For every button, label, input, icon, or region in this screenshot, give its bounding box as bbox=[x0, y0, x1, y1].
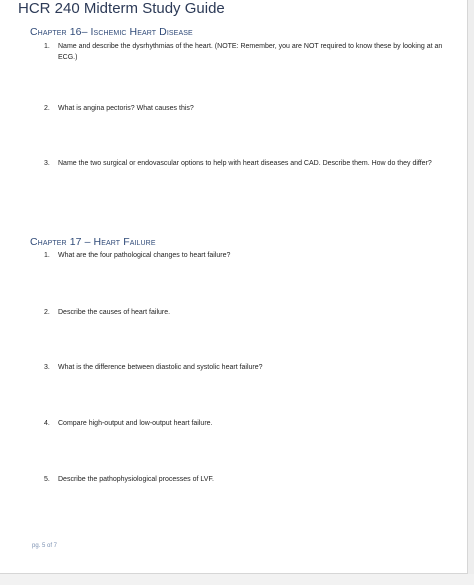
chapter-17-heading-text: Chapter 17 – Heart Failure bbox=[30, 236, 156, 248]
document-title: HCR 240 Midterm Study Guide bbox=[18, 0, 225, 17]
question-text: What is the difference between diastolic and systolic heart failure? bbox=[58, 364, 263, 371]
question-number: 3. bbox=[44, 364, 50, 371]
question-text: Describe the causes of heart failure. bbox=[58, 309, 171, 316]
question-number: 3. bbox=[44, 160, 50, 167]
ch16-question-2 bbox=[44, 104, 444, 115]
chapter-16-heading bbox=[30, 26, 193, 38]
ch17-question-1 bbox=[44, 251, 444, 262]
ch17-question-3 bbox=[44, 363, 444, 374]
question-text: Describe the pathophysiological processes of LVF. bbox=[58, 476, 214, 483]
question-number: 1. bbox=[44, 43, 50, 50]
viewer-bottom-gutter bbox=[0, 574, 474, 585]
question-number: 5. bbox=[44, 476, 50, 483]
question-text: What are the four pathological changes to heart failure? bbox=[58, 252, 231, 259]
question-text: What is angina pectoris? What causes this? bbox=[58, 105, 194, 112]
question-text: Compare high-output and low-output heart failure. bbox=[58, 420, 213, 427]
ch16-question-1 bbox=[44, 42, 444, 63]
chapter-16-heading-text: Chapter 16– Ischemic Heart Disease bbox=[30, 26, 193, 38]
question-number: 2. bbox=[44, 105, 50, 112]
question-text: Name the two surgical or endovascular options to help with heart diseases and CAD. Describe them. How do they differ? bbox=[58, 160, 432, 167]
chapter-17-heading bbox=[30, 236, 156, 248]
ch17-question-4 bbox=[44, 419, 444, 430]
ch17-question-2 bbox=[44, 308, 444, 319]
question-text: Name and describe the dysrhythmias of the heart. (NOTE: Remember, you are NOT required to know these by looking at an ECG.) bbox=[58, 43, 443, 61]
ch16-question-3 bbox=[44, 159, 444, 170]
viewer-right-gutter bbox=[468, 0, 474, 585]
question-number: 2. bbox=[44, 309, 50, 316]
ch17-question-5 bbox=[44, 475, 444, 486]
question-number: 4. bbox=[44, 420, 50, 427]
question-number: 1. bbox=[44, 252, 50, 259]
page-number-footer: pg. 5 of 7 bbox=[32, 543, 58, 549]
